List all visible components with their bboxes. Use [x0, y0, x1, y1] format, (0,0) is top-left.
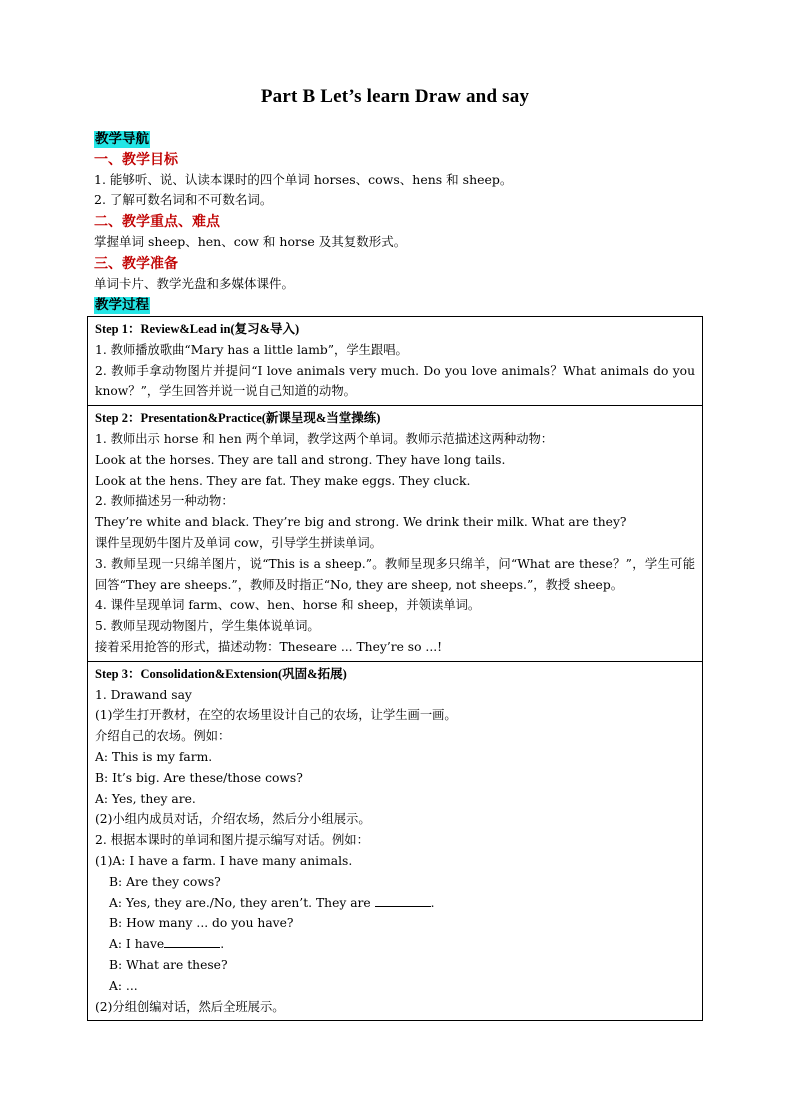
- prep-section: [94, 254, 294, 294]
- dialog-line-4-text: A: I have: [109, 937, 165, 952]
- lesson-process-table: [87, 316, 703, 1021]
- title-part: Part B: [260, 86, 316, 107]
- step-3-line-6: A: Yes, they are.: [95, 791, 196, 806]
- step-2-title: Step 2：Presentation&Practice(新课呈现&当堂操练): [95, 411, 381, 426]
- step-3-line-7: (2)小组内成员对话，介绍农场，然后分小组展示。: [95, 812, 371, 827]
- step-3-row: [88, 661, 703, 1021]
- process-label: 教学过程: [95, 297, 149, 313]
- step-1-cell: [88, 317, 703, 406]
- page-title: [0, 86, 790, 108]
- step-3-line-4: A: This is my farm.: [95, 749, 213, 764]
- goal-item-1: 1. 能够听、说、认读本课时的四个单词 horses、cows、hens 和 sheep。: [94, 172, 513, 187]
- step-1-title: Step 1：Review&Lead in(复习&导入): [95, 322, 300, 336]
- step-2-line-8: 4. 课件呈现单词 farm、cow、hen、horse 和 sheep，并领读单词。: [95, 598, 481, 613]
- step-2-line-7: 3. 教师呈现一只绵羊图片，说“This is a sheep.”。教师呈现多只绵羊，问“What are these？”，学生可能回答“They are sheeps.”，教师及时指正“No, they are sheep, not sheeps.”，教授 sheep。: [95, 556, 695, 592]
- step-3-title: Step 3：Consolidation&Extension(巩固&拓展): [95, 666, 347, 681]
- step-3-line-3: 介绍自己的农场。例如：: [95, 729, 231, 744]
- nav-label: 教学导航: [95, 131, 149, 147]
- step-1-line-1: 1. 教师播放歌曲“Mary has a little lamb”，学生跟唱。: [95, 342, 408, 357]
- prep-heading: 三、教学准备: [94, 256, 178, 272]
- dialog-line-3: B: How many ... do you have?: [109, 916, 294, 931]
- dialog-line-2: A: Yes, they are./No, they aren’t. They are .: [109, 895, 435, 910]
- dialog-line-4: A: I have .: [109, 937, 225, 952]
- process-label-row: [94, 296, 150, 316]
- step-2-line-1: 1. 教师出示 horse 和 hen 两个单词，教学这两个单词。教师示范描述这两种动物：: [95, 431, 554, 446]
- step-2-line-2: Look at the horses. They are tall and strong. They have long tails.: [95, 452, 506, 467]
- prep-text: 单词卡片、教学光盘和多媒体课件。: [94, 276, 295, 291]
- goals-heading: 一、教学目标: [94, 152, 178, 168]
- step-3-line-8: 2. 根据本课时的单词和图片提示编写对话。例如：: [95, 833, 369, 848]
- fill-in-blank: [375, 894, 431, 907]
- step-1-row: [88, 317, 703, 406]
- step-2-line-3: Look at the hens. They are fat. They make eggs. They cluck.: [95, 473, 471, 488]
- key-points-text: 掌握单词 sheep、hen、cow 和 horse 及其复数形式。: [94, 234, 407, 249]
- step-3-line-1: 1. Drawand say: [95, 687, 192, 702]
- step-2-line-9: 5. 教师呈现动物图片，学生集体说单词。: [95, 619, 320, 634]
- step-2-line-10: 接着采用抢答的形式，描述动物：Theseare ... They’re so ...!: [95, 639, 443, 654]
- nav-label-row: [94, 130, 150, 150]
- step-2-cell: [88, 406, 703, 662]
- goal-item-2: 2. 了解可数名词和不可数名词。: [94, 192, 273, 207]
- step-3-closing: (2)分组创编对话，然后全班展示。: [95, 999, 285, 1014]
- step-2-line-6: 课件呈现奶牛图片及单词 cow，引导学生拼读单词。: [95, 535, 382, 550]
- step-1-line-2: 2. 教师手拿动物图片并提问“I love animals very much. Do you love animals？What animals do you know？”，学生回答并说一说自己知道的动物。: [95, 363, 695, 399]
- title-learn: Let’s learn: [320, 86, 410, 107]
- dialog-line-1: B: Are they cows?: [109, 874, 221, 889]
- dialog-line-2-text: A: Yes, they are./No, they aren’t. They are: [109, 895, 371, 910]
- key-points-heading: 二、教学重点、难点: [94, 214, 220, 230]
- step-3-line-9: (1)A: I have a farm. I have many animals.: [95, 853, 353, 868]
- key-points-section: [94, 212, 406, 252]
- dialog-line-6: A: ...: [109, 978, 138, 993]
- goals-section: [94, 150, 512, 210]
- step-2-row: [88, 406, 703, 662]
- title-draw: Draw and say: [414, 86, 530, 107]
- dialog-line-5: B: What are these?: [109, 957, 228, 972]
- step-3-cell: [88, 661, 703, 1021]
- step-3-line-2: (1)学生打开教材，在空的农场里设计自己的农场，让学生画一画。: [95, 708, 457, 723]
- step-3-line-5: B: It’s big. Are these/those cows?: [95, 770, 303, 785]
- step-2-line-5: They’re white and black. They’re big and strong. We drink their milk. What are they?: [95, 515, 627, 530]
- step-2-line-4: 2. 教师描述另一种动物：: [95, 494, 234, 509]
- fill-in-blank: [164, 935, 220, 948]
